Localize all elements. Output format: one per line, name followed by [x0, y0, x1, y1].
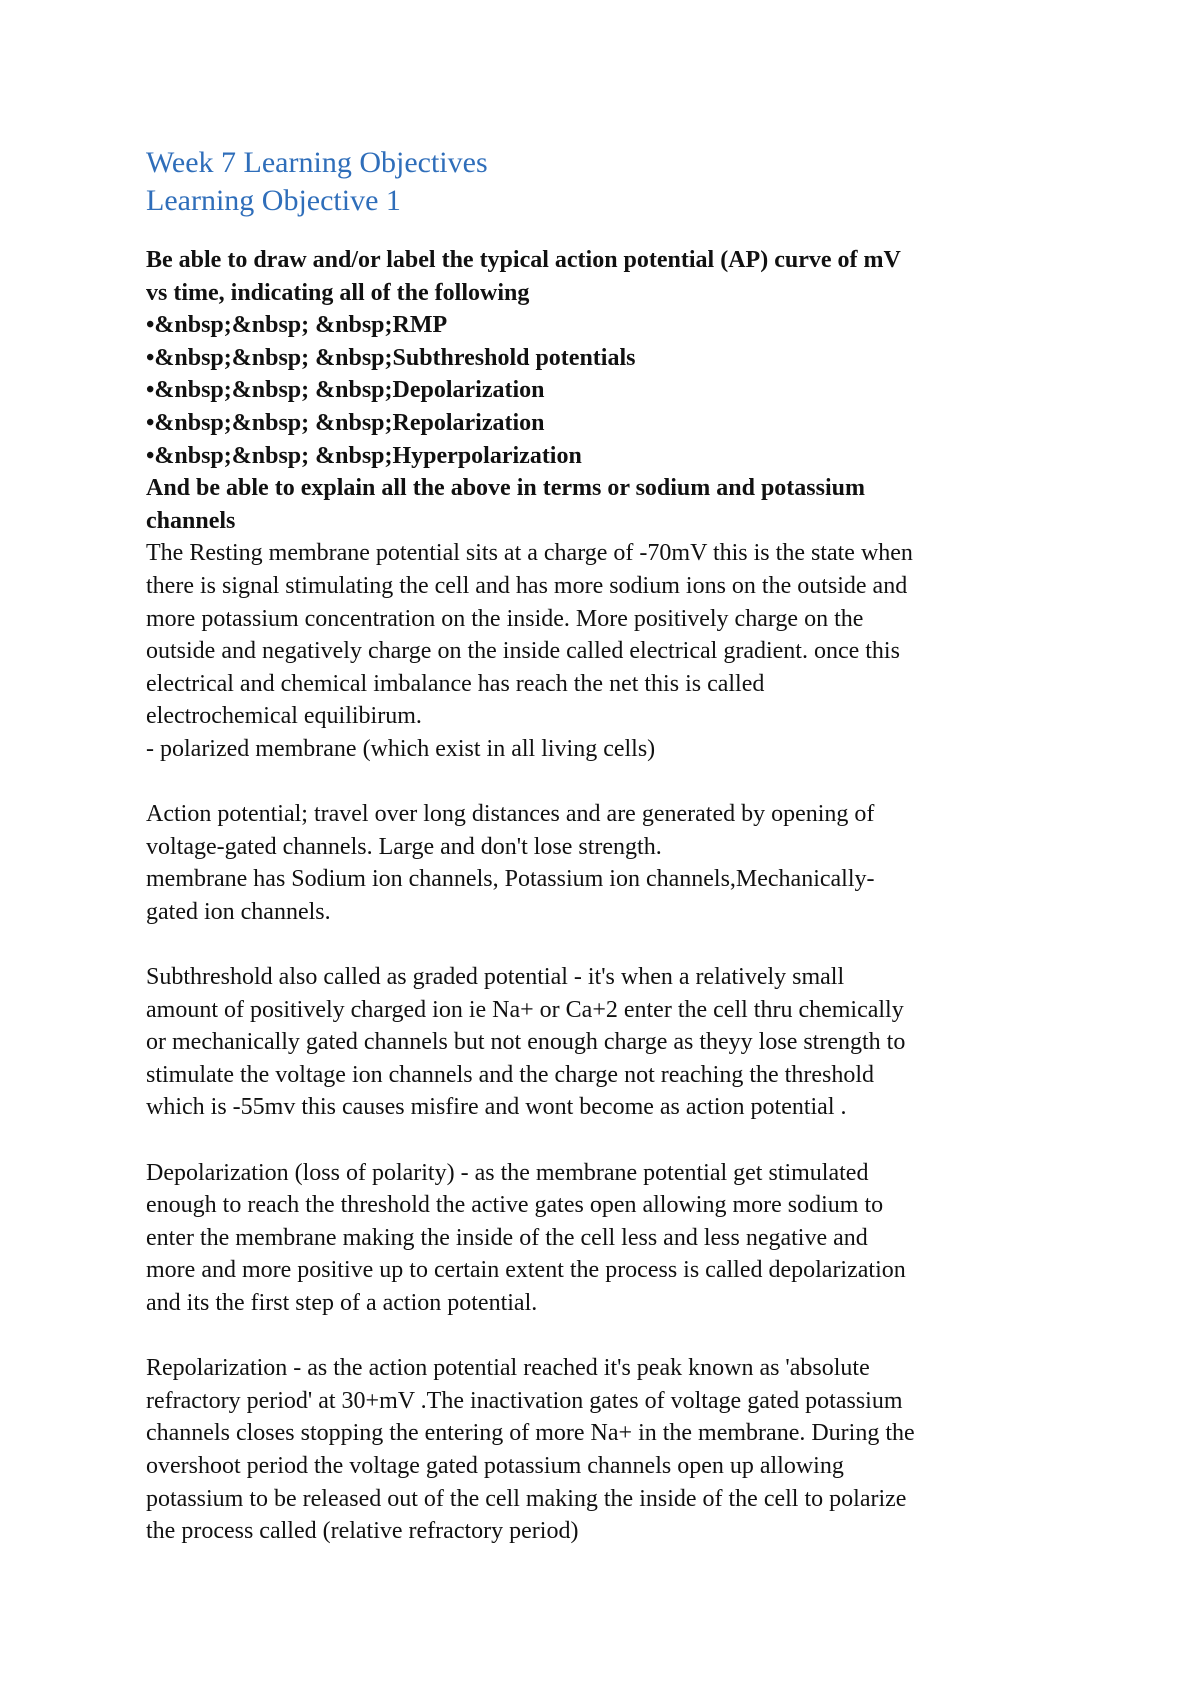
paragraph-line: electrochemical equilibirum.	[146, 703, 422, 730]
paragraph-line: overshoot period the voltage gated potassium channels open up allowing	[146, 1452, 844, 1479]
bullet-item-repolarization: •&nbsp;&nbsp; &nbsp;Repolarization	[146, 409, 545, 436]
paragraph-line: amount of positively charged ion ie Na+ or Ca+2 enter the cell thru chemically	[146, 996, 904, 1023]
paragraph-line: electrical and chemical imbalance has reach the net this is called	[146, 670, 765, 697]
paragraph-line: channels closes stopping the entering of more Na+ in the membrane. During the	[146, 1420, 915, 1447]
paragraph-line: voltage-gated channels. Large and don't lose strength.	[146, 833, 662, 860]
paragraph-gap	[146, 766, 1076, 799]
paragraph-gap	[146, 1320, 1076, 1353]
repolarization-paragraph	[146, 1352, 1076, 1548]
explain-line: channels	[146, 507, 236, 534]
paragraph-line: The Resting membrane potential sits at a charge of -70mV this is the state when	[146, 540, 913, 567]
paragraph-line: more potassium concentration on the inside. More positively charge on the	[146, 605, 864, 632]
action-potential-paragraph	[146, 798, 1076, 928]
bullet-list	[146, 309, 1076, 472]
paragraph-line: Action potential; travel over long distances and are generated by opening of	[146, 801, 875, 828]
paragraph-line: or mechanically gated channels but not enough charge as theyy lose strength to	[146, 1029, 906, 1056]
bullet-item-subthreshold: •&nbsp;&nbsp; &nbsp;Subthreshold potentials	[146, 344, 636, 371]
objective-statement	[146, 244, 1076, 309]
rmp-paragraph	[146, 537, 1076, 765]
objective-line: vs time, indicating all of the following	[146, 279, 530, 306]
paragraph-line: membrane has Sodium ion channels, Potassium ion channels,Mechanically-	[146, 866, 875, 893]
paragraph-line: stimulate the voltage ion channels and the charge not reaching the threshold	[146, 1061, 874, 1088]
bullet-item-hyperpolarization: •&nbsp;&nbsp; &nbsp;Hyperpolarization	[146, 442, 582, 469]
paragraph-gap	[146, 1124, 1076, 1157]
paragraph-line: Depolarization (loss of polarity) - as the membrane potential get stimulated	[146, 1159, 869, 1186]
paragraph-line: potassium to be released out of the cell making the inside of the cell to polarize	[146, 1485, 907, 1512]
paragraph-line: Subthreshold also called as graded potential - it's when a relatively small	[146, 964, 845, 991]
paragraph-line: - polarized membrane (which exist in all living cells)	[146, 735, 656, 762]
paragraph-line: enter the membrane making the inside of the cell less and less negative and	[146, 1224, 868, 1251]
paragraph-line: the process called (relative refractory period)	[146, 1518, 579, 1545]
objective-line: Be able to draw and/or label the typical action potential (AP) curve of mV	[146, 247, 901, 273]
paragraph-line: Repolarization - as the action potential reached it's peak known as 'absolute	[146, 1355, 870, 1382]
explain-line: And be able to explain all the above in terms or sodium and potassium	[146, 475, 865, 502]
paragraph-line: enough to reach the threshold the active gates open allowing more sodium to	[146, 1192, 884, 1219]
bullet-item-depolarization: •&nbsp;&nbsp; &nbsp;Depolarization	[146, 377, 545, 404]
page-title: Week 7 Learning Objectives	[146, 146, 488, 179]
paragraph-line: there is signal stimulating the cell and has more sodium ions on the outside and	[146, 572, 908, 599]
document-content	[146, 144, 1076, 1548]
paragraph-gap	[146, 928, 1076, 961]
bullet-item-rmp: •&nbsp;&nbsp; &nbsp;RMP	[146, 312, 448, 339]
page-subtitle: Learning Objective 1	[146, 184, 401, 217]
subthreshold-paragraph	[146, 961, 1076, 1124]
explain-statement	[146, 472, 1076, 537]
paragraph-line: which is -55mv this causes misfire and wont become as action potential .	[146, 1094, 847, 1121]
paragraph-line: refractory period' at 30+mV .The inactivation gates of voltage gated potassium	[146, 1387, 903, 1414]
paragraph-line: and its the first step of a action potential.	[146, 1290, 538, 1316]
paragraph-line: gated ion channels.	[146, 898, 331, 925]
heading-spacer	[146, 220, 1076, 244]
paragraph-line: outside and negatively charge on the inside called electrical gradient. once this	[146, 638, 900, 665]
paragraph-line: more and more positive up to certain extent the process is called depolarization	[146, 1257, 906, 1284]
depolarization-paragraph	[146, 1157, 1076, 1320]
